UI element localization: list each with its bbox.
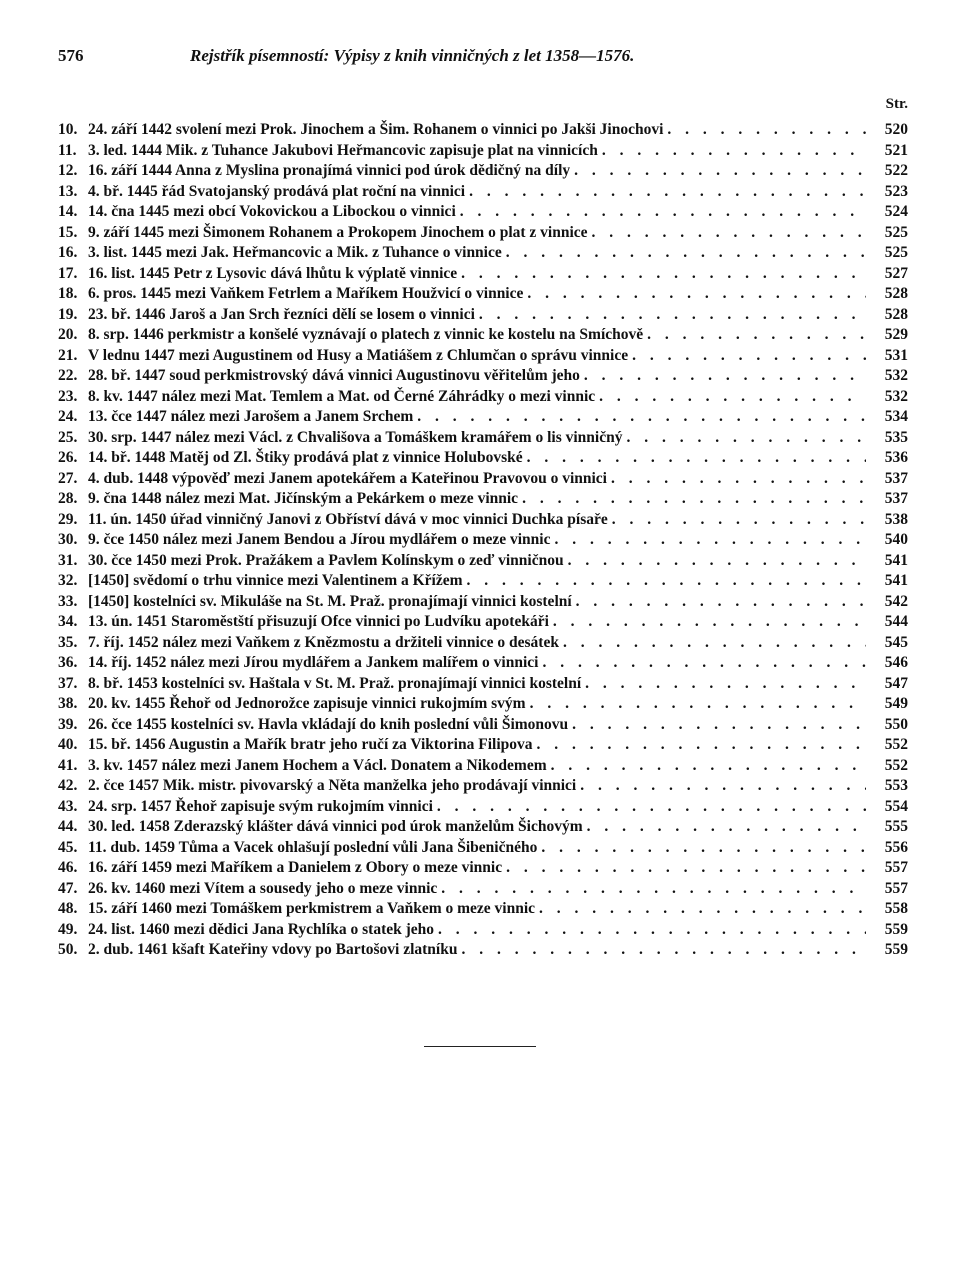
entry-page: 541 [884, 572, 908, 589]
leader-dots [527, 284, 866, 305]
register-entry [58, 735, 908, 756]
register-entry [58, 489, 908, 510]
entry-text: 7. říj. 1452 nález mezi Vaňkem z Knězmostu a držiteli vinnice o desátek [88, 633, 559, 651]
leader-dots [522, 489, 866, 510]
entry-page: 553 [884, 777, 908, 794]
entry-text: 24. srp. 1457 Řehoř zapisuje svým rukojmím vinnici [88, 797, 433, 815]
entry-page: 546 [884, 654, 908, 671]
entry-text: 16. list. 1445 Petr z Lysovic dává lhůtu k výplatě vinnice [88, 264, 458, 282]
entry-text: 8. srp. 1446 perkmistr a konšelé vyznávají o platech z vinnic ke kostelu na Smíchově [88, 326, 644, 343]
register-entry [58, 530, 908, 551]
entry-number: 20. [58, 326, 78, 343]
entry-number: 32. [58, 572, 78, 589]
entry-page: 531 [884, 346, 908, 364]
entry-page: 540 [884, 531, 908, 548]
entry-page: 524 [884, 203, 908, 220]
entry-number: 49. [58, 920, 78, 938]
entry-page: 538 [884, 510, 908, 528]
entry-number: 26. [58, 449, 78, 466]
leader-dots [437, 797, 866, 818]
entry-text: 23. bř. 1446 Jaroš a Jan Srch řezníci dělí se losem o vinnici [88, 305, 475, 323]
entry-number: 30. [58, 531, 78, 548]
entry-page: 541 [884, 551, 908, 569]
entry-page: 529 [884, 326, 908, 343]
entry-text: 6. pros. 1445 mezi Vaňkem Fetrlem a Maříkem Houžvicí o vinnice [88, 285, 524, 302]
leader-dots [599, 387, 866, 408]
entry-page: 558 [884, 900, 908, 917]
entry-number: 10. [58, 121, 78, 138]
register-entry [58, 797, 908, 818]
leader-dots [527, 448, 866, 469]
entry-text: 14. říj. 1452 nález mezi Jírou mydlářem a Jankem malířem o vinnici [88, 654, 539, 671]
entry-text: 3. led. 1444 Mik. z Tuhance Jakubovi Heřmancovic zapisuje plat na vinnicích [88, 141, 598, 159]
leader-dots [530, 694, 866, 715]
entry-text: 24. září 1442 svolení mezi Prok. Jinochem a Šim. Rohanem o vinnici po Jakši Jinochovi [88, 121, 664, 138]
entry-page: 532 [884, 387, 908, 405]
entry-number: 15. [58, 223, 78, 241]
entry-number: 50. [58, 941, 78, 958]
leader-dots [461, 940, 866, 961]
leader-dots [602, 141, 866, 162]
entry-text: 4. bř. 1445 řád Svatojanský prodává plat roční na vinnici [88, 182, 466, 200]
entry-page: 525 [884, 244, 908, 261]
entry-text: 30. srp. 1447 nález mezi Václ. z Chvališova a Tomáškem kramářem o lis vinničný [88, 428, 623, 446]
entry-number: 24. [58, 408, 78, 425]
entry-number: 16. [58, 244, 78, 261]
entry-page: 537 [884, 469, 908, 487]
register-entry [58, 387, 908, 408]
leader-dots [626, 428, 866, 449]
leader-dots [551, 756, 866, 777]
leader-dots [467, 571, 866, 592]
leader-dots [563, 633, 866, 654]
entry-number: 17. [58, 264, 78, 282]
register-entry [58, 223, 908, 244]
entry-text: 26. kv. 1460 mezi Vítem a sousedy jeho o meze vinnic [88, 879, 438, 897]
entry-number: 13. [58, 182, 78, 200]
entry-text: 28. bř. 1447 soud perkmistrovský dává vinnici Augustinovu věřitelům jeho [88, 367, 580, 384]
entry-page: 536 [884, 449, 908, 466]
entry-number: 39. [58, 715, 78, 733]
register-entry [58, 120, 908, 141]
entry-number: 28. [58, 490, 78, 507]
entry-text: 9. čna 1448 nález mezi Mat. Jičínským a Pekárkem o meze vinnic [88, 490, 519, 507]
entry-page: 542 [884, 592, 908, 610]
entry-number: 48. [58, 900, 78, 917]
entry-page: 554 [884, 797, 908, 815]
entry-number: 42. [58, 777, 78, 794]
entry-page: 528 [884, 305, 908, 323]
entry-text: [1450] svědomí o trhu vinnice mezi Valentinem a Křížem [88, 572, 463, 589]
entry-text: 8. bř. 1453 kostelníci sv. Haštala v St. M. Praž. pronajímají vinnici kostelní [88, 674, 582, 692]
register-entry [58, 571, 908, 592]
entry-number: 23. [58, 387, 78, 405]
register-entry [58, 346, 908, 367]
leader-dots [506, 243, 866, 264]
entry-page: 532 [884, 367, 908, 384]
entry-number: 37. [58, 674, 78, 692]
entry-number: 45. [58, 838, 78, 856]
entry-text: 15. bř. 1456 Augustin a Mařík bratr jeho ručí za Viktorina Filipova [88, 736, 533, 753]
entry-page: 535 [884, 428, 908, 446]
register-entry [58, 469, 908, 490]
register-entry [58, 243, 908, 264]
register-entry [58, 366, 908, 387]
entry-text: 3. list. 1445 mezi Jak. Heřmancovic a Mik. z Tuhance o vinnice [88, 244, 502, 261]
register-entry [58, 756, 908, 777]
entry-page: 520 [884, 121, 908, 138]
entry-text: 8. kv. 1447 nález mezi Mat. Temlem a Mat. od Černé Záhrádky o mezi vinnic [88, 387, 596, 405]
entry-text: 15. září 1460 mezi Tomáškem perkmistrem a Vaňkem o meze vinnic [88, 900, 536, 917]
entry-number: 40. [58, 736, 78, 753]
register-entry [58, 551, 908, 572]
entry-text: 26. čce 1455 kostelníci sv. Havla vkládají do knih poslední vůli Šimonovu [88, 715, 569, 733]
entry-page: 552 [884, 736, 908, 753]
leader-dots [441, 879, 866, 900]
entry-page: 555 [884, 818, 908, 835]
entry-text: V lednu 1447 mezi Augustinem od Husy a Matiášem z Chlumčan o správu vinnice [88, 346, 629, 364]
register-entry [58, 858, 908, 879]
entry-text: 2. čce 1457 Mik. mistr. pivovarský a Něta manželka jeho prodávají vinnici [88, 777, 577, 794]
leader-dots [574, 161, 866, 182]
entry-text: 20. kv. 1455 Řehoř od Jednorožce zapisuje vinnici rukojmím svým [88, 695, 526, 712]
entry-page: 550 [884, 715, 908, 733]
entry-number: 44. [58, 818, 78, 835]
register-entry [58, 284, 908, 305]
leader-dots [460, 202, 866, 223]
entry-text: 13. ún. 1451 Staroměstští přisuzují Ofce vinnici po Ludvíku apotekáři [88, 613, 549, 630]
entry-text: 2. dub. 1461 kšaft Kateřiny vdovy po Bartošovi zlatníku [88, 941, 458, 958]
entry-number: 31. [58, 551, 78, 569]
register-entry [58, 612, 908, 633]
register-entry [58, 264, 908, 285]
entry-page: 552 [884, 756, 908, 774]
entry-page: 556 [884, 838, 908, 856]
end-rule [424, 1046, 536, 1047]
register-entry [58, 776, 908, 797]
entry-page: 547 [884, 674, 908, 692]
leader-dots [555, 530, 867, 551]
leader-dots [479, 305, 866, 326]
register-entry [58, 715, 908, 736]
entry-text: 30. led. 1458 Zderazský klášter dává vinnici pod úrok manželům Šichovým [88, 818, 583, 835]
leader-dots [632, 346, 866, 367]
entry-text: 11. dub. 1459 Tůma a Vacek ohlašují poslední vůli Jana Šibeničného [88, 838, 538, 856]
entry-number: 41. [58, 756, 78, 774]
leader-dots [417, 407, 866, 428]
entry-page: 545 [884, 633, 908, 651]
register-entry [58, 161, 908, 182]
entry-page: 521 [884, 141, 908, 159]
entry-text: 24. list. 1460 mezi dědici Jana Rychlíka o statek jeho [88, 920, 435, 938]
leader-dots [592, 223, 866, 244]
leader-dots [542, 653, 866, 674]
register-list [58, 120, 908, 961]
entry-text: 9. čce 1450 nález mezi Janem Bendou a Jírou mydlářem o meze vinnic [88, 531, 551, 548]
entry-text: 16. září 1444 Anna z Myslina pronajímá vinnici pod úrok dědičný na díly [88, 162, 571, 179]
register-entry [58, 653, 908, 674]
page-column-heading: Str. [885, 96, 908, 112]
entry-text: 3. kv. 1457 nález mezi Janem Hochem a Václ. Donatem a Nikodemem [88, 756, 547, 774]
entry-number: 22. [58, 367, 78, 384]
running-title: Rejstřík písemností: Výpisy z knih vinničných z let 1358—1576. [190, 46, 635, 65]
entry-text: 11. ún. 1450 úřad vinničný Janovi z Obříství dává v moc vinnici Duchka písaře [88, 510, 608, 528]
page-number: 576 [58, 46, 84, 65]
leader-dots [647, 325, 866, 346]
entry-page: 557 [884, 859, 908, 876]
leader-dots [553, 612, 866, 633]
entry-number: 46. [58, 859, 78, 876]
entry-page: 522 [884, 162, 908, 179]
register-entry [58, 674, 908, 695]
entry-page: 559 [884, 920, 908, 938]
register-entry [58, 141, 908, 162]
entry-number: 47. [58, 879, 78, 897]
register-entry [58, 633, 908, 654]
register-entry [58, 920, 908, 941]
register-entry [58, 305, 908, 326]
entry-text: 9. září 1445 mezi Šimonem Rohanem a Prokopem Jinochem o plat z vinnice [88, 223, 588, 241]
entry-number: 25. [58, 428, 78, 446]
register-entry [58, 592, 908, 613]
leader-dots [537, 735, 867, 756]
leader-dots [585, 674, 866, 695]
leader-dots [611, 469, 866, 490]
entry-number: 38. [58, 695, 78, 712]
entry-page: 534 [884, 408, 908, 425]
entry-number: 14. [58, 203, 78, 220]
leader-dots [568, 551, 866, 572]
register-entry [58, 694, 908, 715]
page-header [58, 46, 908, 70]
entry-page: 544 [884, 613, 908, 630]
register-entry [58, 879, 908, 900]
entry-number: 21. [58, 346, 78, 364]
leader-dots [587, 817, 866, 838]
leader-dots [584, 366, 866, 387]
entry-text: 30. čce 1450 mezi Prok. Pražákem a Pavlem Kolínskym o zeď vinničnou [88, 551, 564, 569]
entry-number: 43. [58, 797, 78, 815]
register-entry [58, 838, 908, 859]
entry-number: 27. [58, 469, 78, 487]
entry-page: 537 [884, 490, 908, 507]
entry-page: 549 [884, 695, 908, 712]
entry-number: 33. [58, 592, 78, 610]
register-entry [58, 182, 908, 203]
entry-number: 11. [58, 141, 77, 159]
entry-number: 36. [58, 654, 78, 671]
register-entry [58, 428, 908, 449]
register-entry [58, 407, 908, 428]
entry-page: 523 [884, 182, 908, 200]
register-entry [58, 510, 908, 531]
leader-dots [612, 510, 866, 531]
entry-text: 4. dub. 1448 výpověď mezi Janem apotekářem a Kateřinou Pravovou o vinnici [88, 469, 607, 487]
leader-dots [438, 920, 866, 941]
entry-number: 19. [58, 305, 78, 323]
entry-page: 557 [884, 879, 908, 897]
leader-dots [469, 182, 866, 203]
entry-page: 525 [884, 223, 908, 241]
entry-text: [1450] kostelníci sv. Mikuláše na St. M. Praž. pronajímají vinnici kostelní [88, 592, 572, 610]
entry-page: 528 [884, 285, 908, 302]
register-entry [58, 448, 908, 469]
entry-page: 527 [884, 264, 908, 282]
leader-dots [461, 264, 866, 285]
register-entry [58, 817, 908, 838]
entry-page: 559 [884, 941, 908, 958]
register-entry [58, 325, 908, 346]
entry-number: 18. [58, 285, 78, 302]
leader-dots [539, 899, 866, 920]
leader-dots [506, 858, 866, 879]
register-entry [58, 202, 908, 223]
entry-text: 13. čce 1447 nález mezi Jarošem a Janem Srchem [88, 408, 414, 425]
leader-dots [667, 120, 866, 141]
leader-dots [572, 715, 866, 736]
entry-text: 14. čna 1445 mezi obcí Vokovickou a Libockou o vinnici [88, 203, 456, 220]
register-entry [58, 899, 908, 920]
leader-dots [541, 838, 866, 859]
leader-dots [580, 776, 866, 797]
entry-number: 34. [58, 613, 78, 630]
entry-number: 35. [58, 633, 78, 651]
entry-number: 29. [58, 510, 78, 528]
entry-text: 14. bř. 1448 Matěj od Zl. Štiky prodává plat z vinnice Holubovské [88, 449, 523, 466]
entry-number: 12. [58, 162, 78, 179]
entry-text: 16. září 1459 mezi Maříkem a Danielem z Obory o meze vinnic [88, 859, 503, 876]
register-entry [58, 940, 908, 961]
leader-dots [576, 592, 866, 613]
